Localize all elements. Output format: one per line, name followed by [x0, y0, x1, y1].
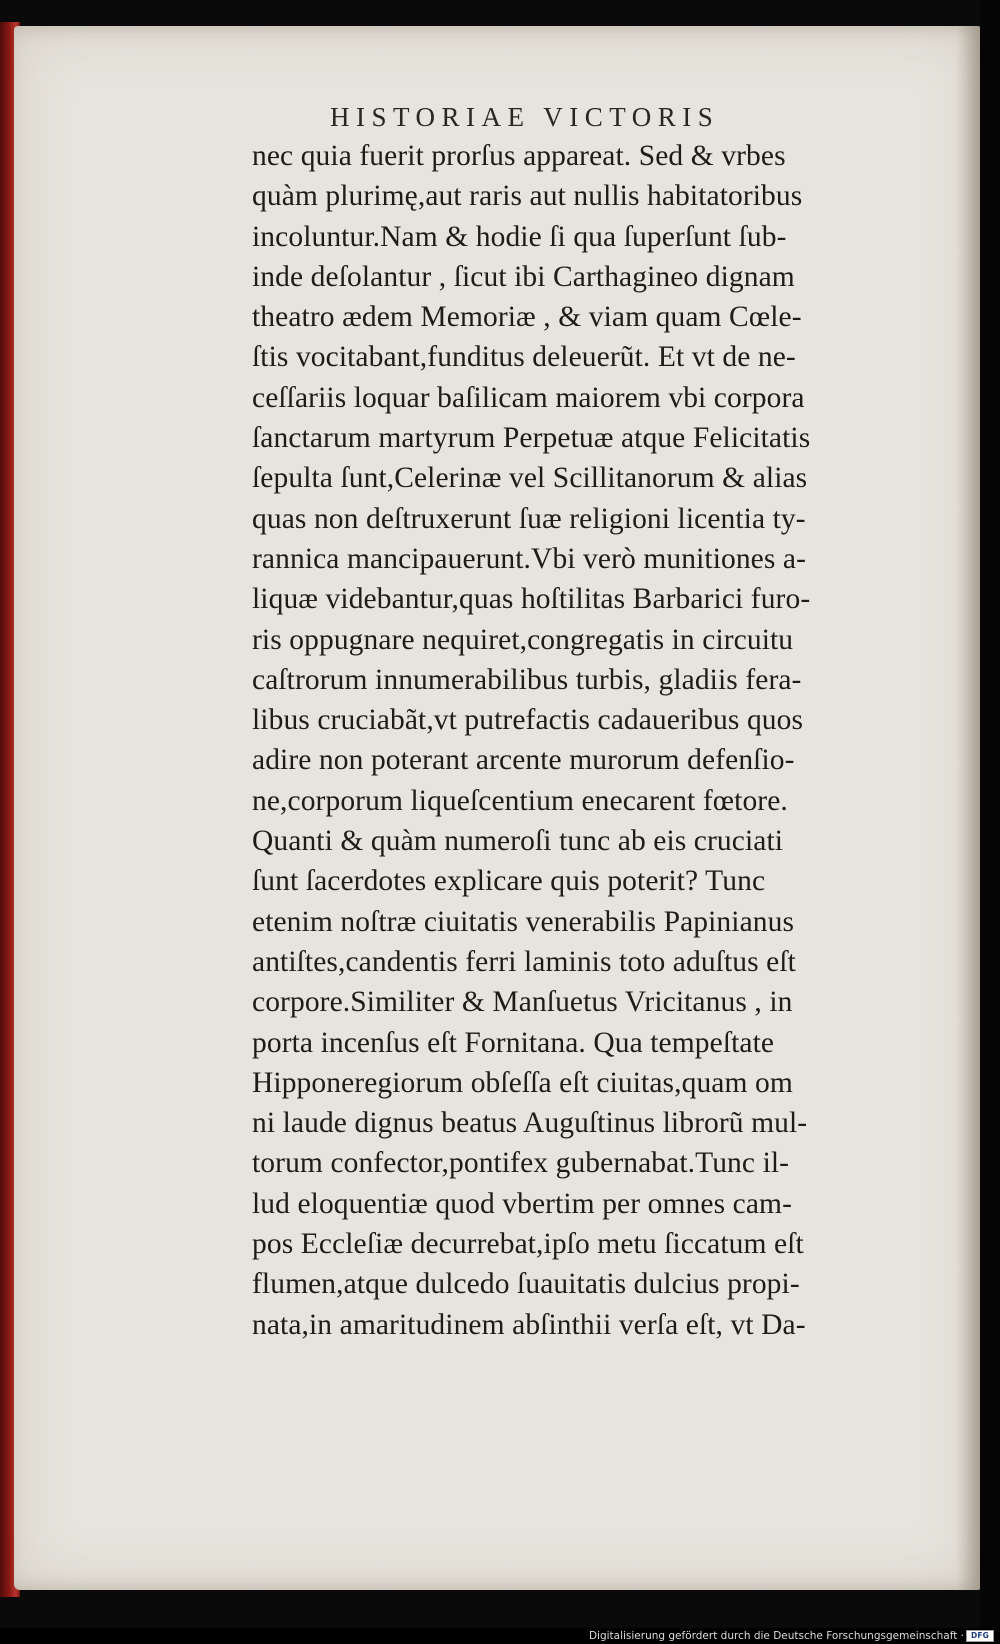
text-line: quàm plurimę,aut raris aut nullis habitatoribus [252, 180, 803, 213]
digitization-credit: Digitalisierung gefördert durch die Deutsche Forschungsgemeinschaft · [588, 1630, 964, 1642]
text-line: caſtrorum innumerabilibus turbis, gladiis fera- [252, 663, 802, 696]
text-line: porta incenſus eſt Fornitana. Qua tempeſtate [252, 1026, 775, 1059]
text-line: ſunt ſacerdotes explicare quis poterit? Tunc [252, 865, 766, 898]
text-line: inde deſolantur , ſicut ibi Carthagineo dignam [252, 260, 795, 293]
text-line: ni laude dignus beatus Auguſtinus librorũ mul- [252, 1107, 808, 1140]
text-line: ſepulta ſunt,Celerinæ vel Scillitanorum & alias [252, 462, 808, 495]
text-line: adire non poterant arcente murorum defenſio- [252, 744, 795, 777]
text-line: ſanctarum martyrum Perpetuæ atque Felicitatis [252, 422, 811, 455]
text-line: antiſtes,candentis ferri laminis toto aduſtus eſt [252, 945, 796, 978]
body-text [252, 136, 942, 1345]
text-line: ſtis vocitabant,funditus deleuerũt. Et vt de ne- [252, 341, 796, 374]
text-line: nec quia fuerit prorſus appareat. Sed & vrbes [252, 140, 786, 172]
text-line: rannica mancipauerunt.Vbi verò munitiones a- [252, 542, 807, 575]
text-line: torum confector,pontifex gubernabat.Tunc il- [252, 1147, 790, 1180]
text-line: ceſſariis loquar baſilicam maiorem vbi corpora [252, 381, 805, 414]
text-line: lud eloquentiæ quod vbertim per omnes cam- [252, 1187, 792, 1220]
dfg-logo: DFG [966, 1630, 994, 1642]
text-line: theatro ædem Memoriæ , & viam quam Cœle- [252, 301, 802, 334]
page-spine-shadow [956, 26, 980, 1590]
text-line: quas non deſtruxerunt ſuæ religioni licentia ty- [252, 502, 806, 535]
text-line: nata,in amaritudinem abſinthii verſa eſt, vt Da- [252, 1308, 806, 1341]
text-line: libus cruciabãt,vt putrefactis cadaueribus quos [252, 704, 804, 737]
text-line: flumen,atque dulcedo ſuauitatis dulcius propi- [252, 1268, 800, 1301]
text-line: Hipponeregiorum obſeſſa eſt ciuitas,quam om [252, 1066, 793, 1099]
text-line: liquæ videbantur,quas hoſtilitas Barbarici furo- [252, 583, 811, 616]
text-line: ne,corporum liqueſcentium enecarent fœtore. [252, 784, 788, 817]
text-line: corpore.Similiter & Manſuetus Vricitanus , in [252, 986, 793, 1019]
text-line: etenim noſtræ ciuitatis venerabilis Papinianus [252, 905, 795, 938]
scan-right-margin [980, 0, 1000, 1644]
text-line: pos Eccleſiæ decurrebat,ipſo metu ſiccatum eſt [252, 1228, 804, 1261]
text-line: incoluntur.Nam & hodie ſi qua ſuperſunt ſub- [252, 220, 787, 253]
text-line: Quanti & quàm numeroſi tunc ab eis cruciati [252, 825, 784, 858]
text-line: ris oppugnare nequiret,congregatis in circuitu [252, 623, 794, 656]
running-head: HISTORIAE VICTORIS [330, 102, 720, 132]
